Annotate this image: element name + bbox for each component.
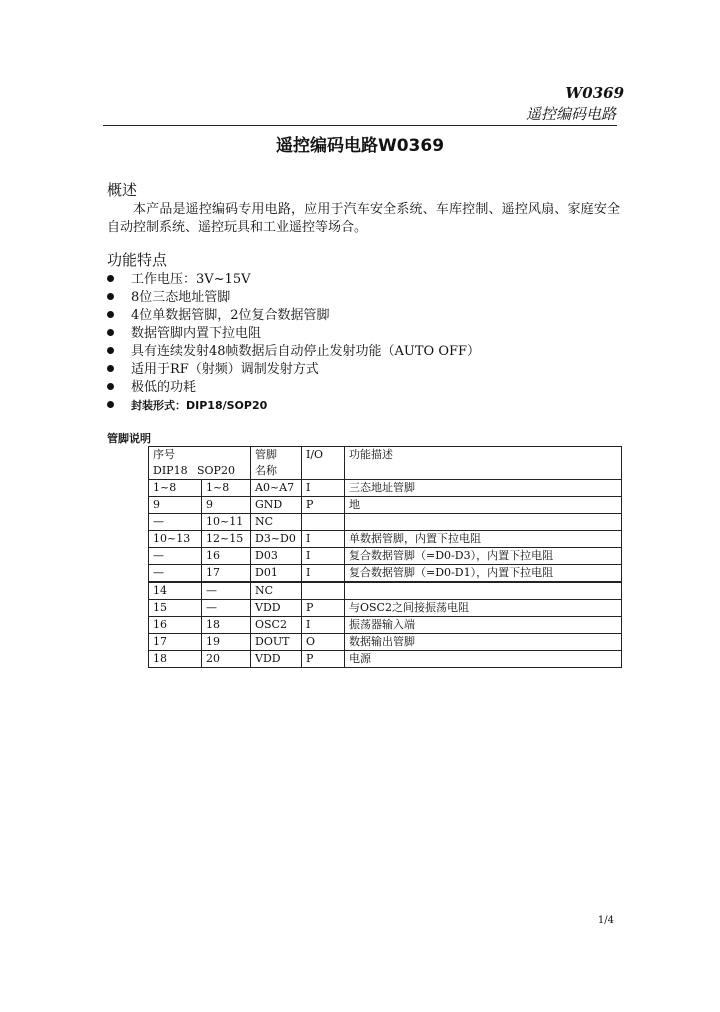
table-row: 9 9 GND P 地 <box>149 497 622 514</box>
table-row: 15 — VDD P 与OSC2之间接振荡电阻 <box>149 600 622 617</box>
overview-text: 本产品是遥控编码专用电路，应用于汽车安全系统、车库控制、遥控风扇、家庭安全自动控制系统、遥控玩具和工业遥控等场合。 <box>107 202 620 235</box>
feature-item: 极低的功耗 <box>107 379 480 397</box>
header-rule <box>103 125 617 126</box>
table-row: 17 19 DOUT O 数据输出管脚 <box>149 634 622 651</box>
table-row: — 10~11 NC <box>149 514 622 531</box>
table-row: 16 18 OSC2 I 振荡器输入端 <box>149 617 622 634</box>
header-dip-label: DIP18 <box>153 464 188 477</box>
pin-table <box>148 446 622 668</box>
overview-heading: 概述 <box>107 181 138 199</box>
page-number: 1/4 <box>597 915 614 926</box>
features-heading: 功能特点 <box>107 251 168 269</box>
feature-item: 具有连续发射48帧数据后自动停止发射功能（AUTO OFF） <box>107 343 480 361</box>
bullet-icon <box>107 401 114 408</box>
table-row: — 17 D01 I 复合数据管脚（=D0-D1），内置下拉电阻 <box>149 565 622 583</box>
feature-item: 工作电压：3V~15V <box>107 271 480 289</box>
header-seq-cell <box>149 447 251 480</box>
table-row: — 16 D03 I 复合数据管脚（=D0-D3），内置下拉电阻 <box>149 548 622 565</box>
pin-table-caption: 管脚说明 <box>107 432 151 445</box>
feature-list <box>107 271 480 415</box>
bullet-icon <box>107 383 114 390</box>
feature-item: 适用于RF（射频）调制发射方式 <box>107 361 480 379</box>
bullet-icon <box>107 311 114 318</box>
feature-item: 封装形式：DIP18/SOP20 <box>107 397 480 415</box>
bullet-icon <box>107 329 114 336</box>
header-subtitle: 遥控编码电路 <box>525 105 616 123</box>
table-row: 18 20 VDD P 电源 <box>149 651 622 668</box>
pin-table-header <box>149 447 622 480</box>
bullet-icon <box>107 365 114 372</box>
bullet-icon <box>107 275 114 282</box>
header-description: 功能描述 <box>345 447 622 480</box>
bullet-icon <box>107 293 114 300</box>
feature-item: 4位单数据管脚，2位复合数据管脚 <box>107 307 480 325</box>
feature-item: 数据管脚内置下拉电阻 <box>107 325 480 343</box>
bullet-icon <box>107 347 114 354</box>
header-sop-label: SOP20 <box>197 464 235 477</box>
header-pin-name: 管脚名称 <box>251 447 302 480</box>
table-row: 14 — NC <box>149 582 622 600</box>
header-seq-label: 序号 <box>153 448 175 461</box>
table-row: 1~8 1~8 A0~A7 I 三态地址管脚 <box>149 480 622 497</box>
header-io: I/O <box>302 447 345 480</box>
feature-item: 8位三态地址管脚 <box>107 289 480 307</box>
header-part-code: W0369 <box>565 84 624 102</box>
document-title: 遥控编码电路W0369 <box>275 136 445 156</box>
table-row: 10~13 12~15 D3~D0 I 单数据管脚，内置下拉电阻 <box>149 531 622 548</box>
